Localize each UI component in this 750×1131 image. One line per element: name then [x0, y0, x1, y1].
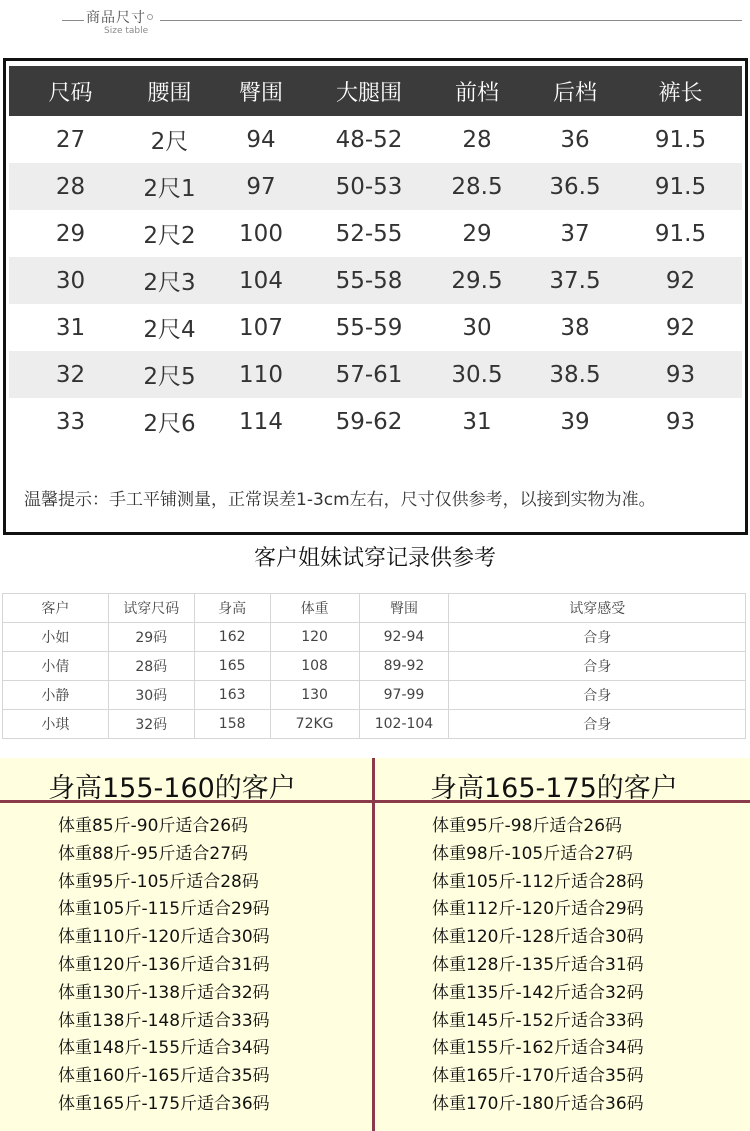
- list-item: 体重165斤-175斤适合36码: [58, 1093, 270, 1114]
- table-cell: 92: [665, 314, 696, 341]
- table-row: [9, 304, 742, 351]
- table-cell: 30.5: [451, 361, 503, 388]
- column-header: 前档: [454, 80, 499, 106]
- list-item: 体重165斤-170斤适合35码: [432, 1066, 644, 1087]
- table-cell: 163: [194, 681, 270, 710]
- table-row: [9, 116, 742, 163]
- table-cell: 28: [55, 173, 86, 200]
- table-cell: 93: [665, 408, 696, 435]
- table-cell: 2尺1: [143, 176, 196, 202]
- table-cell: 小如: [3, 623, 109, 652]
- column-header: 裤长: [658, 80, 703, 106]
- header-rule-left: [62, 20, 84, 21]
- table-cell: 2尺3: [143, 270, 196, 296]
- table-cell: 31: [462, 408, 492, 435]
- table-cell: 52-55: [335, 220, 403, 247]
- table-cell: 72KG: [270, 710, 359, 739]
- table-cell: 29: [462, 220, 492, 247]
- table-cell: 104: [239, 267, 283, 294]
- table-cell: 107: [239, 314, 283, 341]
- table-cell: 97-99: [359, 681, 449, 710]
- table-cell: 91.5: [654, 126, 707, 153]
- table-cell: 93: [665, 361, 696, 388]
- table-cell: 33: [55, 408, 86, 435]
- table-cell: 28: [462, 126, 492, 153]
- table-cell: 114: [239, 408, 283, 435]
- measurement-note: 温馨提示：手工平铺测量，正常误差1-3cm左右，尺寸仅供参考，以接到实物为准。: [24, 490, 656, 510]
- table-cell: 91.5: [654, 173, 707, 200]
- column-header: 试穿感受: [449, 594, 746, 623]
- table-cell: 合身: [449, 710, 746, 739]
- table-cell: 38: [560, 314, 590, 341]
- table-cell: 97: [246, 173, 276, 200]
- column-header: 腰围: [147, 80, 192, 106]
- table-cell: 92-94: [359, 623, 449, 652]
- column-header: 后档: [552, 80, 597, 106]
- table-cell: 28码: [108, 652, 194, 681]
- list-item: 体重98斤-105斤适合27码: [432, 843, 633, 864]
- table-cell: 39: [560, 408, 590, 435]
- table-cell: 合身: [449, 652, 746, 681]
- list-item: 体重85斤-90斤适合26码: [58, 816, 249, 836]
- table-cell: 2尺6: [143, 411, 196, 437]
- table-cell: 102-104: [359, 710, 449, 739]
- list-item: 体重95斤-98斤适合26码: [432, 816, 623, 836]
- table-cell: 30码: [108, 681, 194, 710]
- table-cell: 32码: [108, 710, 194, 739]
- column-header: 试穿尺码: [108, 594, 194, 623]
- list-item: 体重120斤-136斤适合31码: [58, 954, 270, 975]
- table-cell: 50-53: [335, 173, 403, 200]
- section-header: [0, 0, 750, 48]
- table-cell: 小琪: [3, 710, 109, 739]
- table-cell: 94: [246, 126, 276, 153]
- table-cell: 120: [270, 623, 359, 652]
- column-header: 客户: [3, 594, 109, 623]
- table-cell: 28.5: [451, 173, 503, 200]
- table-cell: 108: [270, 652, 359, 681]
- table-cell: 合身: [449, 623, 746, 652]
- size-table-panel: [3, 58, 748, 535]
- table-cell: 小倩: [3, 652, 109, 681]
- table-row: [3, 710, 746, 739]
- column-header: 身高: [194, 594, 270, 623]
- table-cell: 37.5: [549, 267, 601, 294]
- list-item: 体重160斤-165斤适合35码: [58, 1066, 270, 1087]
- table-cell: 合身: [449, 681, 746, 710]
- guide-divider-vertical: [372, 758, 375, 1131]
- table-cell: 55-59: [335, 314, 403, 341]
- table-cell: 小静: [3, 681, 109, 710]
- list-item: 体重135斤-142斤适合32码: [432, 982, 644, 1003]
- list-item: 体重105斤-115斤适合29码: [58, 899, 270, 920]
- list-item: 体重112斤-120斤适合29码: [432, 899, 644, 920]
- table-cell: 37: [560, 220, 590, 247]
- table-cell: 29.5: [451, 267, 503, 294]
- table-row: [9, 398, 742, 445]
- table-cell: 55-58: [335, 267, 403, 294]
- table-row: [3, 623, 746, 652]
- table-cell: 158: [194, 710, 270, 739]
- list-item: 体重110斤-120斤适合30码: [58, 927, 270, 948]
- weight-guide: [0, 758, 750, 1131]
- table-row: [9, 257, 742, 304]
- table-cell: 29: [55, 220, 86, 247]
- column-header: 尺码: [48, 80, 93, 106]
- header-subtitle: Size table: [104, 26, 149, 36]
- table-cell: 100: [239, 220, 283, 247]
- table-cell: 29码: [108, 623, 194, 652]
- records-header-row: [3, 594, 746, 623]
- header-title: 商品尺寸: [86, 10, 146, 26]
- table-cell: 57-61: [335, 361, 403, 388]
- table-cell: 48-52: [335, 126, 403, 153]
- table-cell: 32: [55, 361, 86, 388]
- table-cell: 27: [55, 126, 86, 153]
- list-item: 体重155斤-162斤适合34码: [432, 1038, 644, 1059]
- table-cell: 36: [560, 126, 590, 153]
- list-item: 体重128斤-135斤适合31码: [432, 954, 644, 975]
- list-item: 体重130斤-138斤适合32码: [58, 982, 270, 1003]
- size-table-header-row: [9, 66, 742, 116]
- table-cell: 91.5: [654, 220, 707, 247]
- table-cell: 2尺: [150, 129, 189, 155]
- list-item: 体重148斤-155斤适合34码: [58, 1038, 270, 1059]
- guide-right-list: [432, 813, 644, 1119]
- table-cell: 38.5: [549, 361, 601, 388]
- table-cell: 130: [270, 681, 359, 710]
- records-table: [2, 593, 746, 739]
- header-rule-right: [160, 20, 742, 21]
- list-item: 体重88斤-95斤适合27码: [58, 843, 249, 864]
- column-header: 臀围: [359, 594, 449, 623]
- list-item: 体重138斤-148斤适合33码: [58, 1010, 270, 1031]
- table-cell: 30: [55, 267, 86, 294]
- table-cell: 162: [194, 623, 270, 652]
- list-item: 体重145斤-152斤适合33码: [432, 1010, 644, 1031]
- table-row: [9, 210, 742, 257]
- table-cell: 165: [194, 652, 270, 681]
- table-row: [3, 681, 746, 710]
- guide-left-list: [58, 813, 270, 1119]
- list-item: 体重95斤-105斤适合28码: [58, 871, 259, 892]
- table-cell: 89-92: [359, 652, 449, 681]
- table-cell: 2尺4: [143, 317, 196, 343]
- table-cell: 2尺2: [143, 223, 196, 249]
- column-header: 大腿围: [335, 80, 402, 106]
- table-cell: 36.5: [549, 173, 601, 200]
- list-item: 体重170斤-180斤适合36码: [432, 1093, 644, 1114]
- list-item: 体重120斤-128斤适合30码: [432, 927, 644, 948]
- table-cell: 92: [665, 267, 696, 294]
- table-row: [3, 652, 746, 681]
- circle-icon: [147, 14, 153, 20]
- table-row: [9, 163, 742, 210]
- table-cell: 110: [239, 361, 283, 388]
- column-header: 臀围: [238, 80, 283, 106]
- table-cell: 2尺5: [143, 364, 196, 390]
- guide-right-title: 身高165-175的客户: [430, 773, 678, 804]
- records-title: 客户姐妹试穿记录供参考: [253, 546, 496, 571]
- table-row: [9, 351, 742, 398]
- table-cell: 59-62: [335, 408, 403, 435]
- table-cell: 30: [462, 314, 492, 341]
- column-header: 体重: [270, 594, 359, 623]
- size-table: [9, 66, 742, 445]
- guide-left-title: 身高155-160的客户: [48, 773, 296, 804]
- table-cell: 31: [55, 314, 86, 341]
- list-item: 体重105斤-112斤适合28码: [432, 871, 644, 892]
